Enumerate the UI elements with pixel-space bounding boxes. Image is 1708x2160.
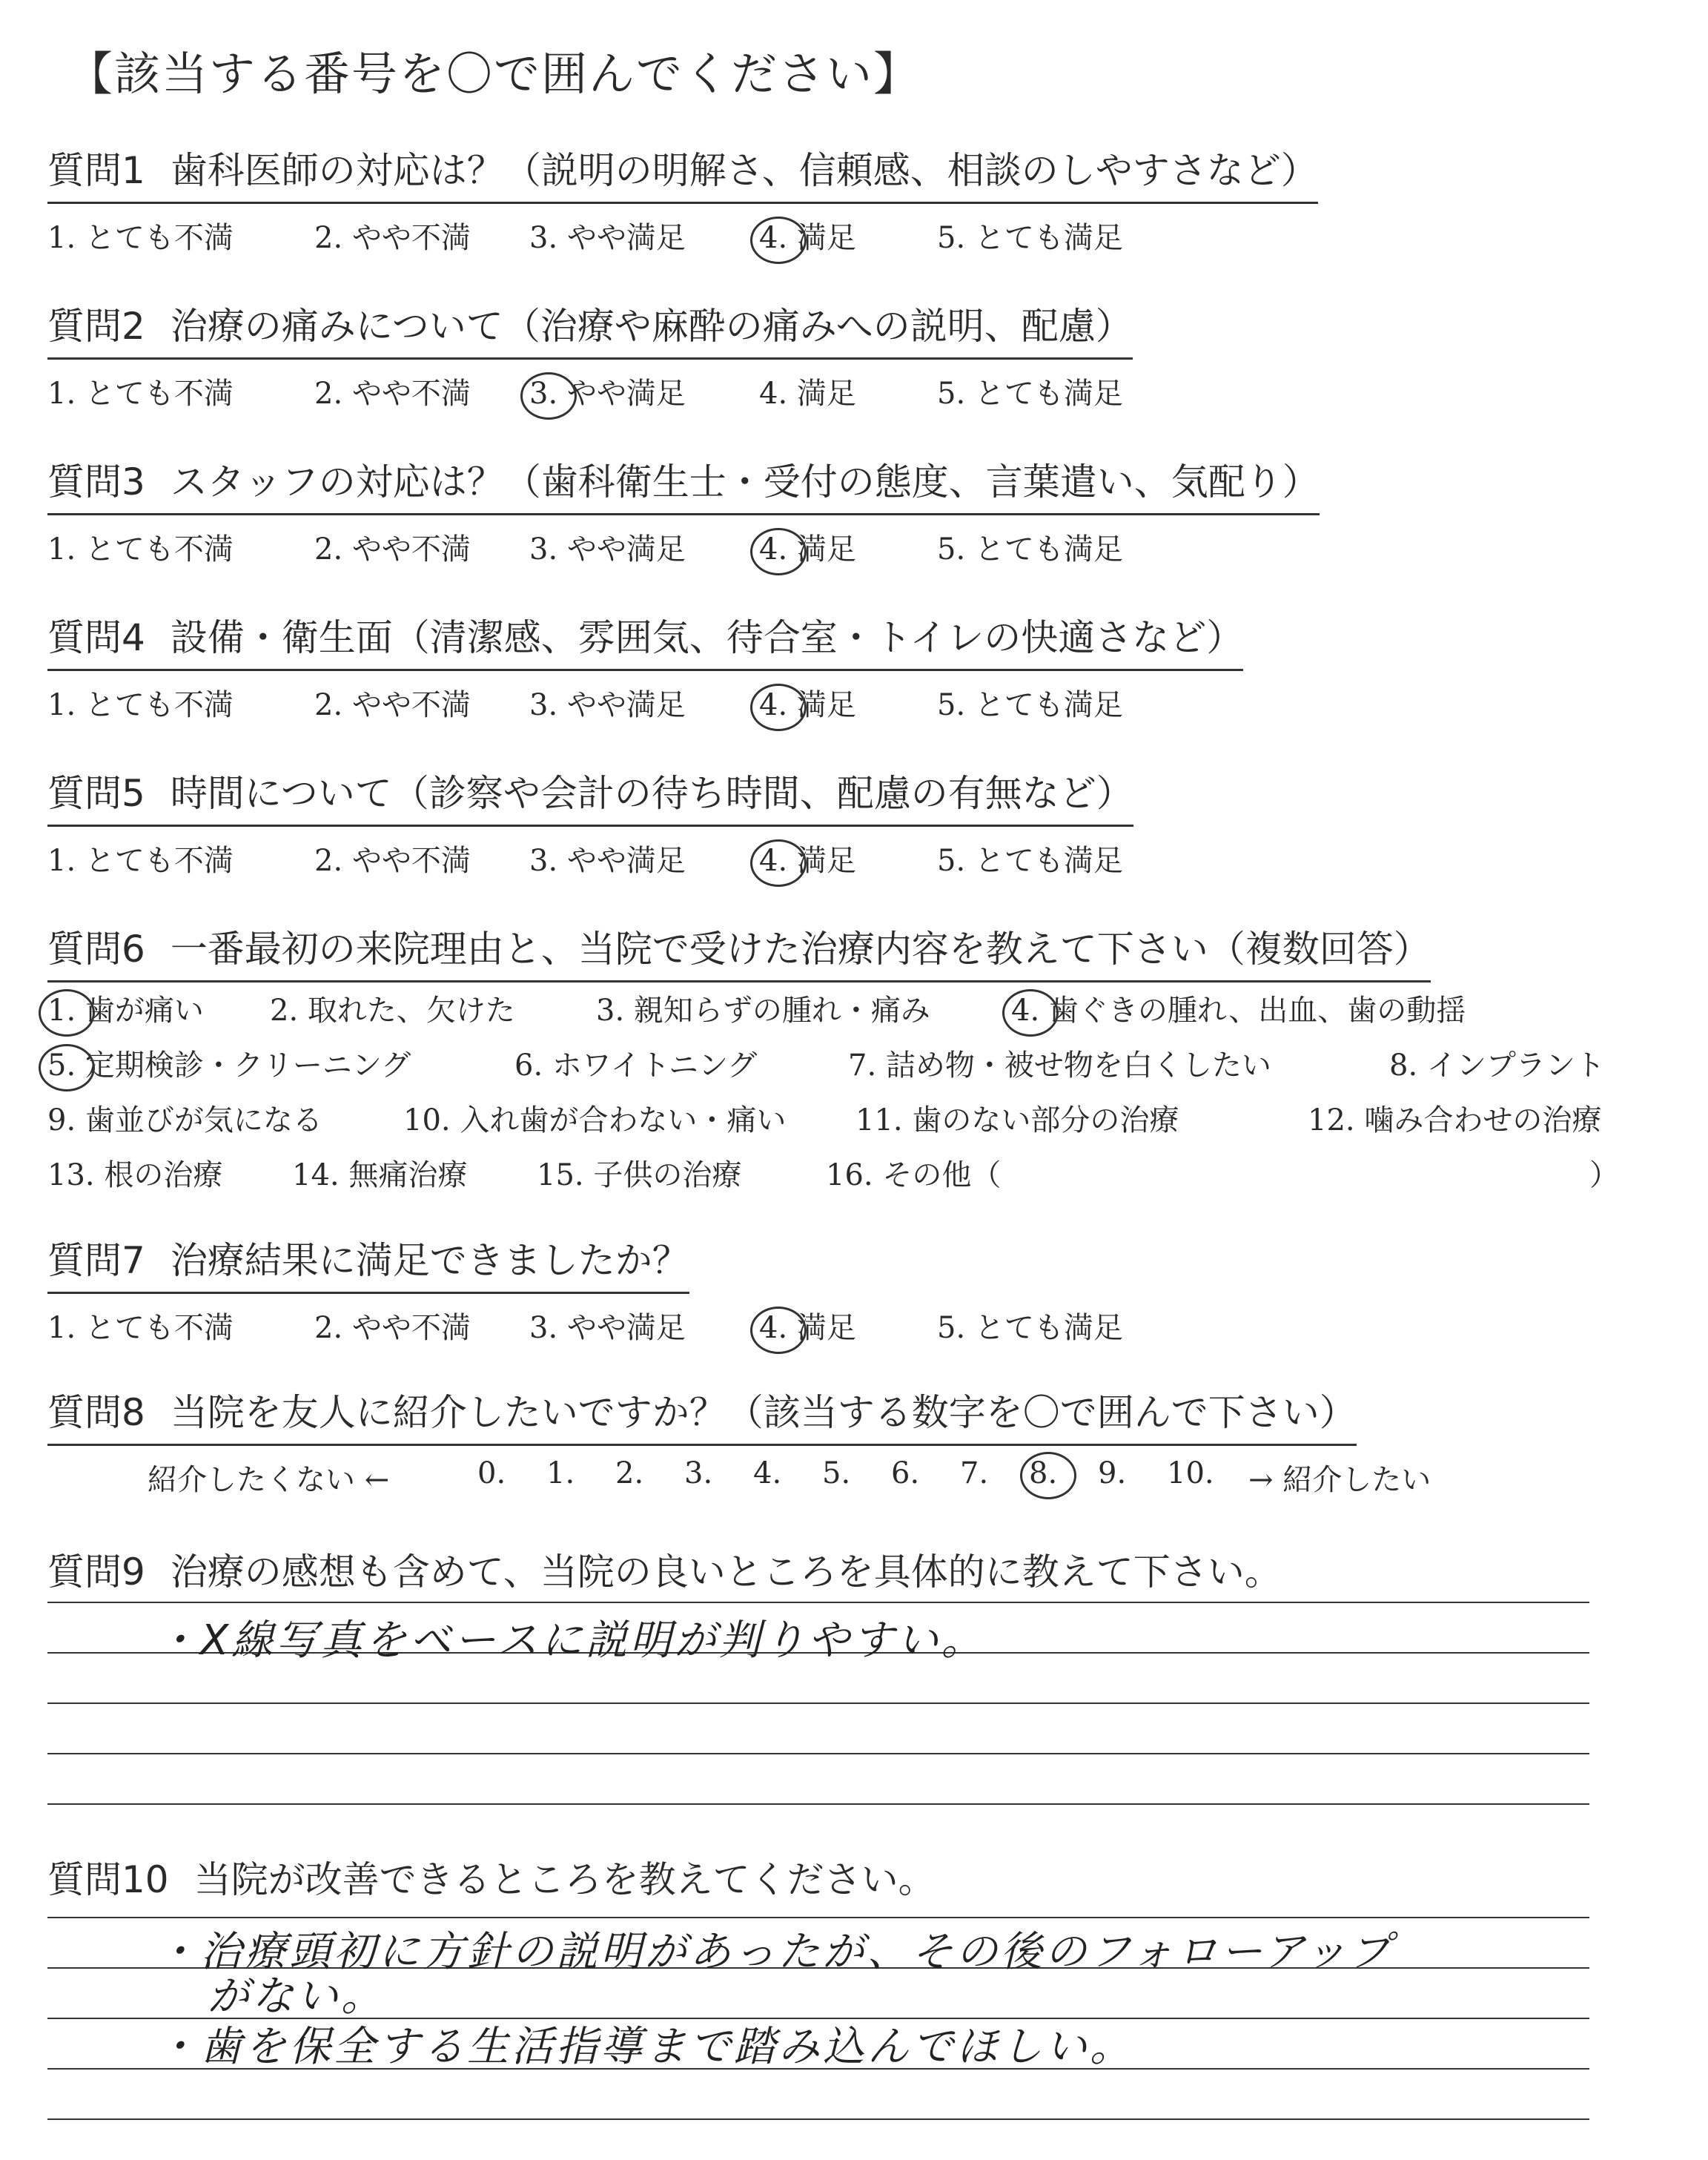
reason-option-9[interactable]	[47, 1097, 322, 1139]
option-label: ホワイトニング	[552, 1048, 758, 1083]
option-1[interactable]	[47, 1304, 234, 1347]
question-title	[47, 919, 1431, 982]
option-2[interactable]	[314, 681, 471, 724]
option-number: 2.	[314, 688, 343, 722]
option-number: 11.	[855, 1103, 903, 1137]
question-9	[47, 1542, 1282, 1596]
option-3[interactable]	[529, 837, 686, 879]
option-label: とても不満	[76, 688, 234, 722]
option-number: 9.	[47, 1103, 76, 1137]
option-label: 満足	[787, 688, 856, 722]
question-title	[47, 297, 1133, 360]
option-number: 2.	[314, 532, 343, 567]
option-label: 歯ぐきの腫れ、出血、歯の動揺	[1048, 994, 1466, 1028]
question-text: 治療の感想も含めて、当院の良いところを具体的に教えて下さい。	[170, 1550, 1282, 1593]
reason-option-4[interactable]	[1011, 987, 1466, 1029]
option-row-1	[47, 987, 1649, 1037]
option-1[interactable]	[47, 370, 234, 412]
option-number: 6.	[514, 1048, 543, 1083]
option-number: 7.	[848, 1048, 877, 1083]
scale-value-9[interactable]	[1098, 1456, 1126, 1490]
question-number: 質問4	[47, 616, 145, 659]
question-text: 一番最初の来院理由と、当院で受けた治療内容を教えて下さい（複数回答）	[170, 928, 1431, 971]
answer-line	[47, 1702, 1589, 1704]
question-6	[47, 919, 1649, 1202]
reason-option-2[interactable]	[270, 987, 515, 1029]
reason-option-7[interactable]	[848, 1042, 1271, 1084]
option-number: 1.	[47, 377, 76, 411]
option-2[interactable]	[314, 837, 471, 879]
option-number: 1.	[47, 844, 76, 878]
reason-option-1[interactable]	[47, 987, 204, 1029]
scale-number: 7.	[960, 1456, 989, 1490]
question-10	[47, 1850, 936, 1903]
scale-number: 5.	[822, 1456, 851, 1490]
reason-option-11[interactable]	[855, 1097, 1179, 1139]
option-label: 満足	[787, 1311, 856, 1345]
question-title	[47, 141, 1318, 204]
question-3	[47, 452, 1649, 570]
scale-value-8[interactable]	[1029, 1456, 1057, 1490]
option-number: 4.	[759, 221, 788, 255]
question-title	[47, 608, 1243, 671]
recommend-scale	[47, 1456, 1649, 1501]
option-5[interactable]	[937, 1304, 1123, 1347]
option-number: 3.	[529, 688, 558, 722]
option-number: 5.	[937, 221, 966, 255]
question-4	[47, 608, 1649, 726]
question-7	[47, 1231, 1649, 1349]
question-title	[47, 1383, 1357, 1446]
q9-handwritten-answer: ・X線写真をベースに説明が判りやすい。	[156, 1616, 986, 1665]
scale-value-0[interactable]	[477, 1456, 506, 1490]
answer-options	[47, 681, 1649, 726]
option-label: 満足	[787, 221, 856, 255]
option-2[interactable]	[314, 214, 471, 257]
scale-value-4[interactable]	[753, 1456, 781, 1490]
answer-line	[47, 1602, 1589, 1603]
option-row-4	[47, 1152, 1649, 1202]
option-label: 満足	[787, 532, 856, 567]
answer-options	[47, 370, 1649, 415]
other-close-paren: ）	[1589, 1158, 1619, 1192]
question-text: 歯科医師の対応は？（説明の明解さ、信頼感、相談のしやすさなど）	[170, 149, 1318, 192]
option-1[interactable]	[47, 214, 234, 257]
option-label: とても不満	[76, 1311, 234, 1345]
option-label: やや満足	[557, 688, 686, 722]
scale-right-label: → 紹介したい	[1248, 1463, 1431, 1497]
option-2[interactable]	[314, 370, 471, 412]
question-number: 質問2	[47, 305, 145, 348]
reason-option-12[interactable]	[1308, 1097, 1601, 1139]
option-label: その他（	[882, 1158, 1002, 1192]
option-number: 3.	[529, 1311, 558, 1345]
question-title	[47, 1231, 689, 1294]
option-label: 詰め物・被せ物を白くしたい	[885, 1048, 1271, 1083]
question-2	[47, 297, 1649, 415]
q10-handwritten-answer-line2: ・歯を保全する生活指導まで踏み込んでほしい。	[156, 2023, 1134, 2071]
option-label: 満足	[787, 377, 856, 411]
option-number: 15.	[537, 1158, 584, 1192]
option-number: 4.	[759, 1311, 788, 1345]
option-number: 2.	[314, 221, 343, 255]
answer-line	[47, 2118, 1589, 2120]
question-5	[47, 764, 1649, 882]
option-4[interactable]	[759, 1304, 856, 1347]
option-5[interactable]	[937, 214, 1123, 257]
question-1	[47, 141, 1649, 259]
option-1[interactable]	[47, 681, 234, 724]
option-number: 3.	[529, 377, 558, 411]
question-number: 質問5	[47, 772, 145, 815]
option-label: やや不満	[342, 377, 471, 411]
option-label: 取れた、欠けた	[307, 994, 515, 1028]
option-label: やや満足	[557, 221, 686, 255]
reason-option-14[interactable]	[292, 1152, 467, 1194]
option-number: 3.	[529, 532, 558, 567]
reason-option-10[interactable]	[403, 1097, 786, 1139]
option-5[interactable]	[937, 837, 1123, 879]
question-text: 当院が改善できるところを教えてください。	[193, 1858, 936, 1901]
option-number: 13.	[47, 1158, 95, 1192]
scale-left-label: 紹介したくない ←	[148, 1463, 390, 1497]
option-4[interactable]	[759, 214, 856, 257]
option-number: 10.	[403, 1103, 451, 1137]
option-number: 3.	[596, 994, 625, 1028]
scale-number: 4.	[753, 1456, 782, 1490]
option-number: 4.	[1011, 994, 1040, 1028]
question-title	[47, 452, 1320, 515]
question-text: 当院を友人に紹介したいですか？（該当する数字を〇で囲んで下さい）	[170, 1391, 1357, 1434]
option-number: 1.	[47, 994, 76, 1028]
option-label: やや満足	[557, 1311, 686, 1345]
option-3[interactable]	[529, 681, 686, 724]
option-number: 16.	[826, 1158, 873, 1192]
option-label: やや不満	[342, 688, 471, 722]
reason-option-3[interactable]	[596, 987, 930, 1029]
answer-options	[47, 214, 1649, 259]
answer-line	[47, 1753, 1589, 1754]
option-label: 入れ歯が合わない・痛い	[460, 1103, 787, 1137]
option-label: やや不満	[342, 532, 471, 567]
option-label: とても満足	[965, 532, 1123, 567]
option-number: 1.	[47, 688, 76, 722]
answer-line	[47, 1803, 1589, 1805]
option-number: 5.	[937, 532, 966, 567]
option-label: やや不満	[342, 844, 471, 878]
option-4[interactable]	[759, 526, 856, 568]
answer-options	[47, 837, 1649, 882]
answer-options	[47, 1304, 1649, 1349]
option-number: 4.	[759, 377, 788, 411]
option-number: 5.	[937, 844, 966, 878]
question-8	[47, 1383, 1649, 1501]
option-5[interactable]	[937, 681, 1123, 724]
option-number: 8.	[1389, 1048, 1418, 1083]
option-label: とても不満	[76, 221, 234, 255]
option-label: とても満足	[965, 688, 1123, 722]
option-label: やや満足	[557, 844, 686, 878]
option-label: インプラント	[1426, 1048, 1605, 1083]
option-number: 5.	[47, 1048, 76, 1083]
scale-value-6[interactable]	[891, 1456, 919, 1490]
scale-number: 8.	[1029, 1456, 1058, 1490]
scale-value-5[interactable]	[822, 1456, 850, 1490]
question-number: 質問1	[47, 149, 145, 192]
option-2[interactable]	[314, 1304, 471, 1347]
reason-option-15[interactable]	[537, 1152, 741, 1194]
option-number: 3.	[529, 221, 558, 255]
option-number: 5.	[937, 688, 966, 722]
option-label: とても不満	[76, 844, 234, 878]
option-4[interactable]	[759, 681, 856, 724]
scale-value-3[interactable]	[684, 1456, 712, 1490]
question-number: 質問6	[47, 928, 145, 971]
option-3[interactable]	[529, 1304, 686, 1347]
scale-value-2[interactable]	[615, 1456, 643, 1490]
option-number: 1.	[47, 532, 76, 567]
option-label: 歯並びが気になる	[85, 1103, 322, 1137]
question-number: 質問10	[47, 1858, 169, 1901]
option-label: 根の治療	[104, 1158, 223, 1192]
scale-value-1[interactable]	[546, 1456, 575, 1490]
option-label: やや不満	[342, 221, 471, 255]
scale-value-7[interactable]	[960, 1456, 988, 1490]
option-label: 噛み合わせの治療	[1364, 1103, 1602, 1137]
question-number: 質問7	[47, 1239, 145, 1282]
option-label: やや不満	[342, 1311, 471, 1345]
option-label: 満足	[787, 844, 856, 878]
option-label: 無痛治療	[348, 1158, 468, 1192]
option-label: 定期検診・クリーニング	[85, 1048, 411, 1083]
option-number: 2.	[270, 994, 299, 1028]
option-5[interactable]	[937, 526, 1123, 568]
option-number: 2.	[314, 377, 343, 411]
option-number: 12.	[1308, 1103, 1355, 1137]
scale-number: 2.	[615, 1456, 644, 1490]
option-4[interactable]	[759, 370, 856, 412]
option-3[interactable]	[529, 370, 686, 412]
option-3[interactable]	[529, 214, 686, 257]
q10-handwritten-answer-line1: ・治療頭初に方針の説明があったが、その後のフォローアップ	[156, 1928, 1394, 1976]
question-title	[47, 764, 1133, 827]
option-number: 4.	[759, 844, 788, 878]
option-number: 4.	[759, 532, 788, 567]
reason-option-5[interactable]	[47, 1042, 411, 1084]
option-number: 3.	[529, 844, 558, 878]
option-label: 歯のない部分の治療	[912, 1103, 1179, 1137]
question-number: 質問9	[47, 1550, 145, 1593]
option-row-2	[47, 1042, 1649, 1092]
option-label: やや満足	[557, 532, 686, 567]
option-number: 5.	[937, 377, 966, 411]
option-label: とても満足	[965, 1311, 1123, 1345]
scale-number: 3.	[684, 1456, 713, 1490]
scale-value-10[interactable]	[1167, 1456, 1214, 1490]
option-number: 5.	[937, 1311, 966, 1345]
option-number: 2.	[314, 844, 343, 878]
answer-options	[47, 526, 1649, 570]
reason-option-6[interactable]	[514, 1042, 757, 1084]
option-label: とても満足	[965, 844, 1123, 878]
question-text: 治療の痛みについて（治療や麻酔の痛みへの説明、配慮）	[170, 305, 1133, 348]
option-3[interactable]	[529, 526, 686, 568]
option-label: 子供の治療	[593, 1158, 742, 1192]
option-2[interactable]	[314, 526, 471, 568]
option-1[interactable]	[47, 837, 234, 879]
option-number: 4.	[759, 688, 788, 722]
option-label: やや満足	[557, 377, 686, 411]
reason-option-8[interactable]	[1389, 1042, 1605, 1084]
option-number: 14.	[292, 1158, 340, 1192]
reason-option-13[interactable]	[47, 1152, 222, 1194]
option-number: 2.	[314, 1311, 343, 1345]
scale-number: 10.	[1167, 1456, 1214, 1490]
scale-number: 6.	[891, 1456, 920, 1490]
question-text: 設備・衛生面（清潔感、雰囲気、待合室・トイレの快適さなど）	[170, 616, 1244, 659]
question-number: 質問3	[47, 460, 145, 503]
option-label: 歯が痛い	[85, 994, 204, 1028]
scale-number: 9.	[1098, 1456, 1127, 1490]
answer-line	[47, 1917, 1589, 1918]
scale-number: 1.	[546, 1456, 575, 1490]
option-1[interactable]	[47, 526, 234, 568]
option-label: 親知らずの腫れ・痛み	[633, 994, 930, 1028]
question-text: スタッフの対応は？（歯科衛生士・受付の態度、言葉遣い、気配り）	[170, 460, 1320, 503]
form-header: 【該当する番号を〇で囲んでください】	[67, 47, 921, 101]
question-text: 治療結果に満足できましたか？	[170, 1239, 689, 1282]
question-number: 質問8	[47, 1391, 145, 1434]
option-label: とても満足	[965, 221, 1123, 255]
scale-number: 0.	[477, 1456, 506, 1490]
option-label: とても不満	[76, 532, 234, 567]
option-label: とても満足	[965, 377, 1123, 411]
option-number: 1.	[47, 1311, 76, 1345]
question-text: 時間について（診察や会計の待ち時間、配慮の有無など）	[170, 772, 1133, 815]
q10-handwritten-answer-line1b: がない。	[208, 1972, 385, 2021]
option-row-3	[47, 1097, 1649, 1147]
option-number: 1.	[47, 221, 76, 255]
option-label: とても不満	[76, 377, 234, 411]
reason-option-16[interactable]	[826, 1152, 1001, 1194]
option-5[interactable]	[937, 370, 1123, 412]
option-4[interactable]	[759, 837, 856, 879]
